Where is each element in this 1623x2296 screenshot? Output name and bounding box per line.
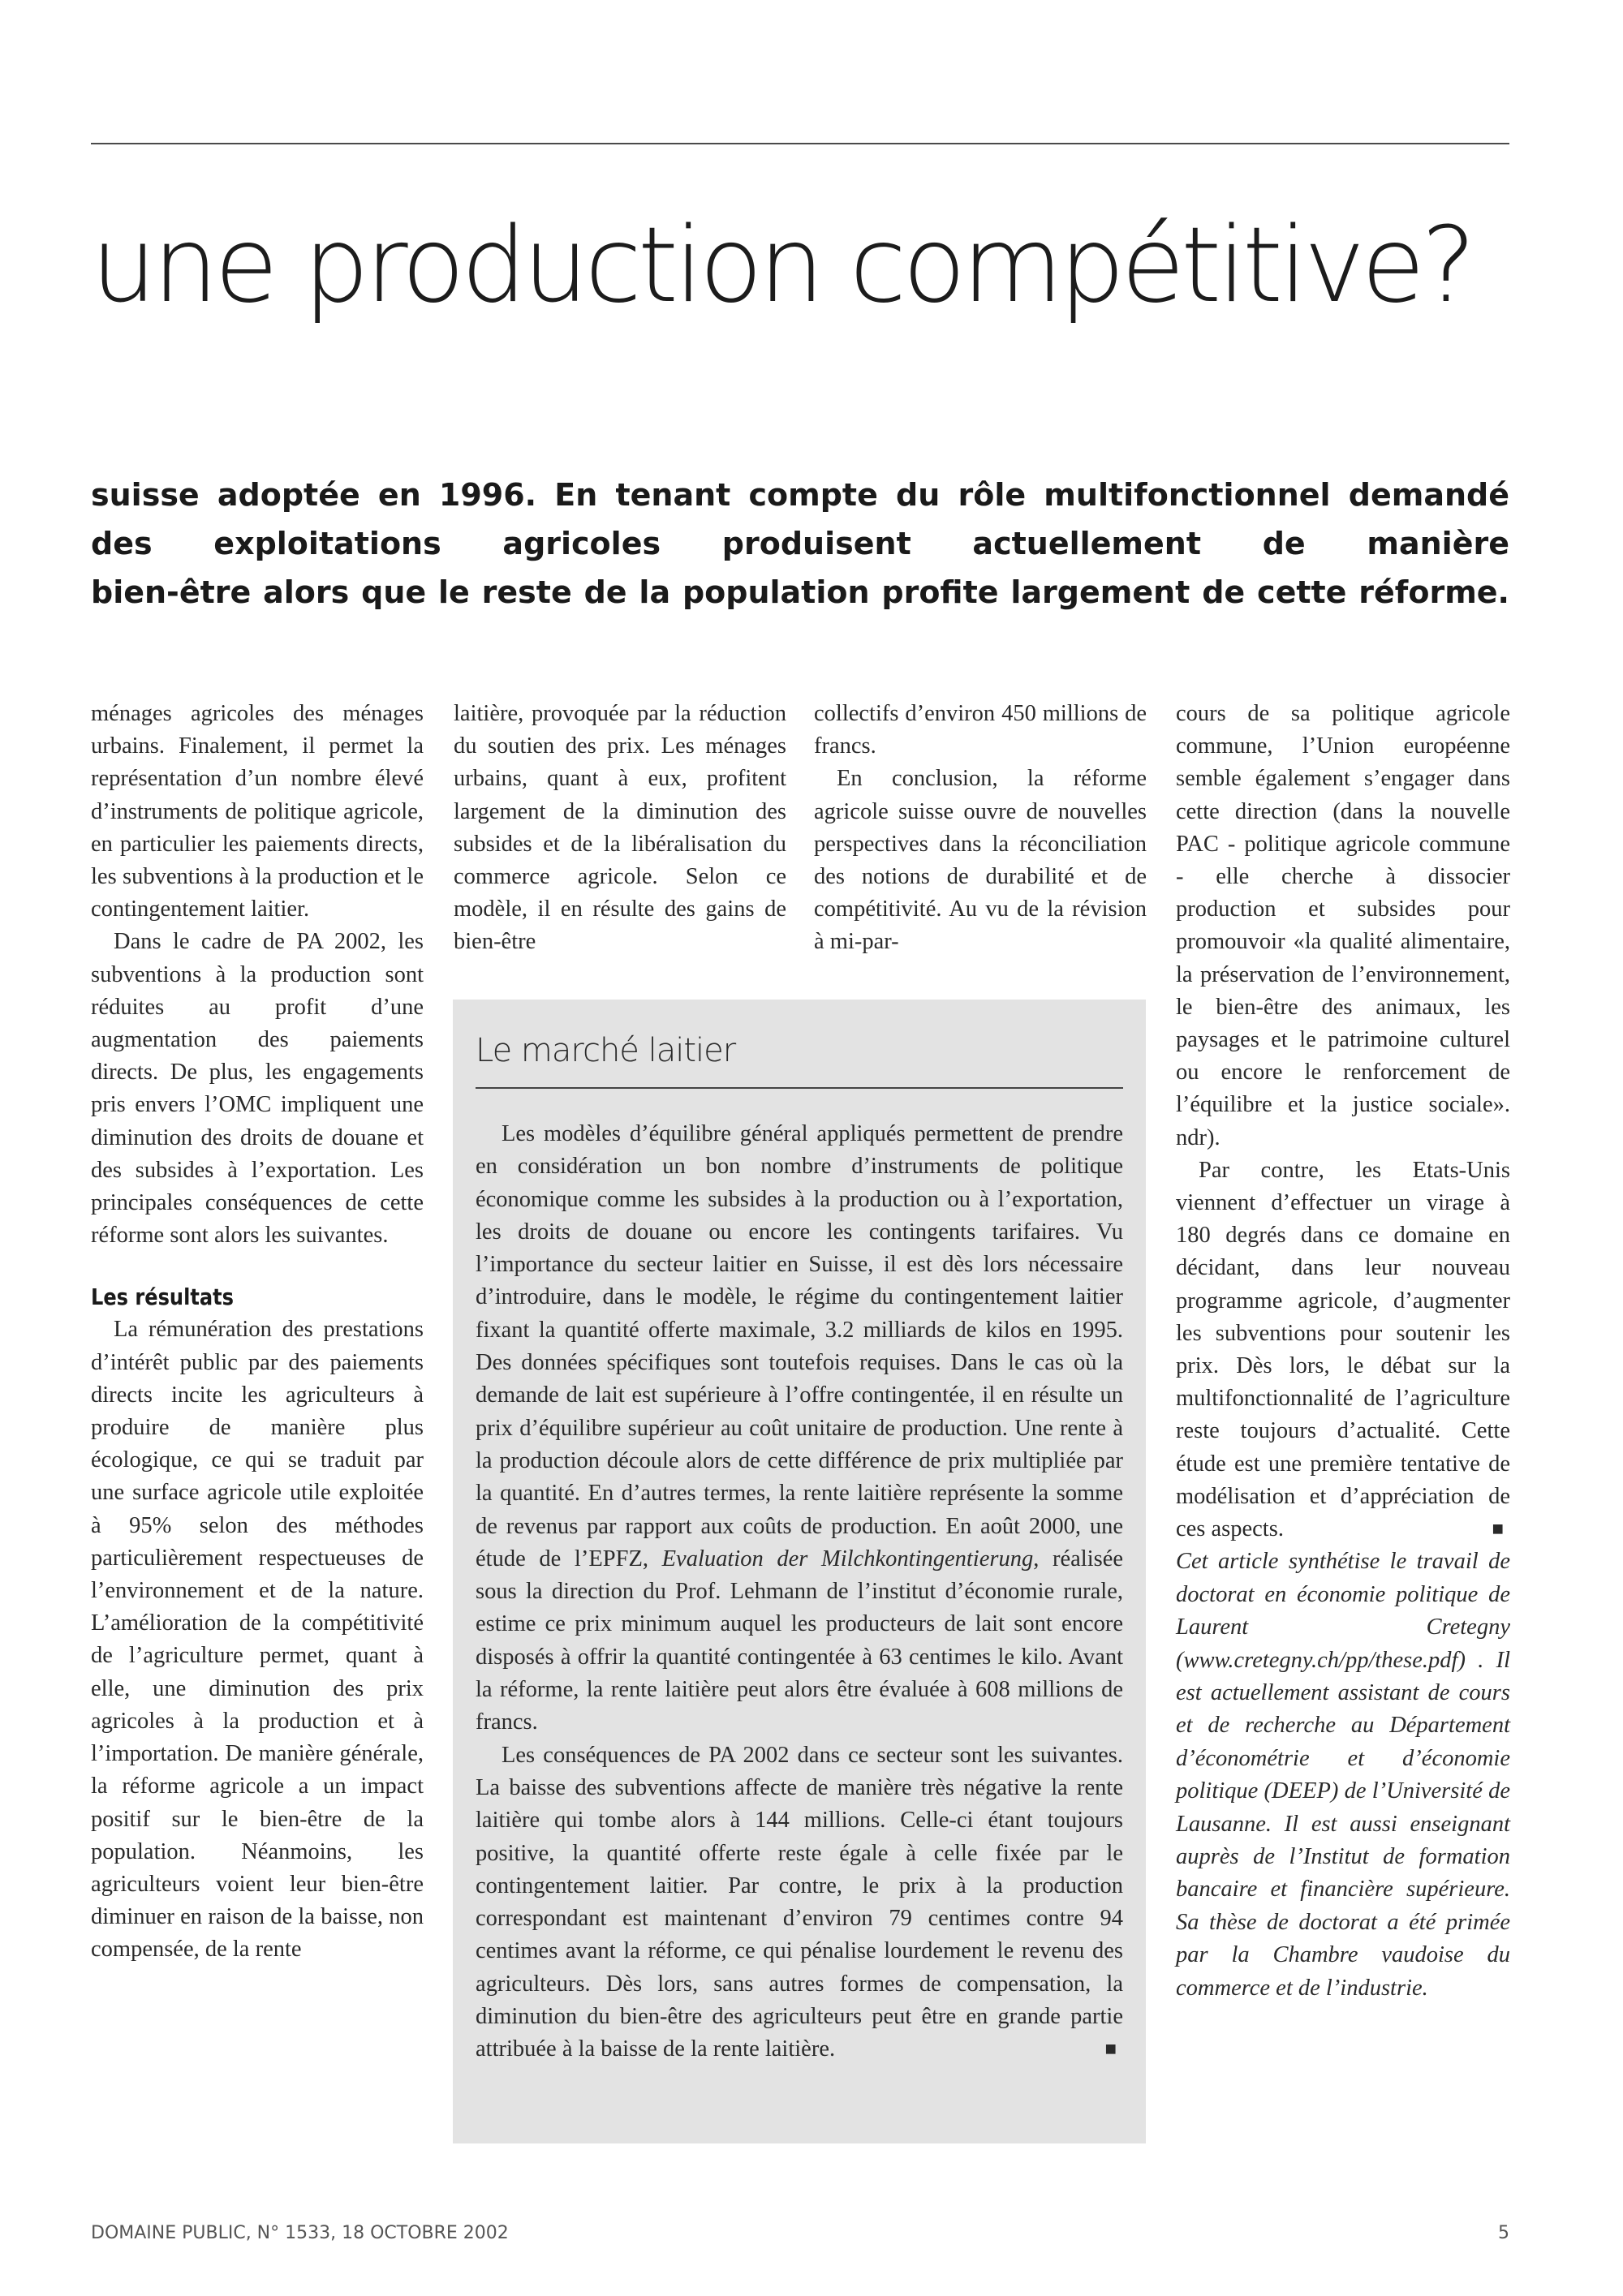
lead-paragraph: [91, 471, 1509, 617]
column-4-paragraph-2-text: Par contre, les Etats-Unis viennent d’effectuer un virage à 180 degrés dans ce domaine en décidant, dans leur nouveau programme agricole, d’augmenter les subventions pour soutenir les prix. Dès lors, le débat sur la multifonctionnalité de l’agriculture reste toujours d’actualité. Cette étude est une première tentative de modélisation et d’appréciation de ces aspects.: [1176, 1157, 1510, 1542]
lead-line-2: des exploitations agricoles produisent actuellement de manière: [91, 526, 1509, 561]
sidebar-box-milk-market: [453, 1000, 1146, 2143]
article-column-1: [91, 698, 424, 1967]
lead-line-3: bien-être alors que le reste de la population profite largement de cette réforme.: [91, 574, 1509, 610]
sidebar-paragraph-1-text: Les modèles d’équilibre général appliqués permettent de prendre en considération un bon nombre d’instruments de politique économique comme les subsides à la production ou à l’exportation, les droits de douane ou encore les contingents tarifaires. Vu l’importance du secteur laitier en Suisse, il est dès lors nécessaire d’introduire, dans le modèle, le régime du contingentement laitier fixant la quantité offerte maximale, 3.2 milliards de kilos en 1995. Des données spécifiques sont toutefois requises. Dans le cas où la demande de lait est supérieure à l’offre contingentée, il en résulte un prix d’équilibre supérieur au coût unitaire de production. Une rente à la production découle alors de cette différence de prix multipliée par la quantité. En d’autres termes, la rente laitière représente la somme de revenus par rapport aux coûts de production. En août 2000, une étude de l’EPFZ,: [476, 1121, 1123, 1572]
footer-publication: DOMAINE PUBLIC, N° 1533, 18 OCTOBRE 2002: [91, 2223, 509, 2243]
page-title: une production compétitive?: [91, 205, 1472, 326]
column-3-paragraph-1: collectifs d’environ 450 millions de francs.: [814, 701, 1147, 759]
article-column-4: [1176, 698, 1510, 2005]
top-rule: [91, 143, 1509, 144]
article-column-2: [454, 698, 786, 959]
sidebar-title: Le marché laitier: [476, 1029, 1123, 1089]
column-2-paragraph-1: laitière, provoquée par la réduction du soutien des prix. Les ménages urbains, quant à eux, profitent largement de la diminution des subsides et de la libéralisation du commerce agricole. Selon ce modèle, il en résulte des gains de bien-être: [454, 701, 786, 955]
column-4-paragraph-2: [1176, 1154, 1510, 1546]
sidebar-end-mark: ■: [1104, 2039, 1117, 2061]
sidebar-paragraph-2-text: Les conséquences de PA 2002 dans ce secteur sont les suivantes. La baisse des subventions affecte de manière très négative la rente laitière qui tombe alors à 144 millions. Celle-ci étant toujours positive, la quantité offerte reste égale à celle fixée par le contingentement laitier. Par contre, le prix à la production correspondant est maintenant d’environ 79 centimes contre 94 centimes avant la réforme, ce qui pénalise lourdement le revenu des agriculteurs. Dès lors, sans autres formes de compensation, la diminution du bien-être des agriculteurs peut être en grande partie attribuée à la baisse de la rente laitière.: [476, 1742, 1123, 2062]
column-3-paragraph-2: En conclusion, la réforme agricole suisse ouvre de nouvelles perspectives dans la réconciliation des notions de durabilité et de compétitivité. Au vu de la révision à mi-par-: [814, 766, 1147, 955]
article-column-3: [814, 698, 1147, 959]
article-end-mark: ■: [1492, 1519, 1504, 1541]
sidebar-paragraph-1: [476, 1118, 1123, 1739]
section-heading-results: Les résultats: [91, 1283, 234, 1311]
sidebar-paragraph-2: [476, 1739, 1123, 2066]
lead-line-1: suisse adoptée en 1996. En tenant compte du rôle multifonctionnel demandé: [91, 477, 1509, 513]
column-1-paragraph-2: Dans le cadre de PA 2002, les subventions à la production sont réduites au profit d’une augmentation des paiements directs. De plus, les engagements pris envers l’OMC impliquent une diminution des droits de douane et des subsides à l’exportation. Les principales conséquences de cette réforme sont alors les suivantes.: [91, 929, 424, 1249]
column-4-paragraph-1: cours de sa politique agricole commune, l’Union européenne semble également s’engager dans cette direction (dans la nouvelle PAC - politique agricole commune - elle cherche à dissocier production et subsides pour promouvoir «la qualité alimentaire, la préservation de l’environnement, le bien-être des animaux, les paysages et le patrimoine culturel ou encore le renforcement de l’équilibre et la justice sociale». ndr).: [1176, 701, 1510, 1150]
column-1-paragraph-3: La rémunération des prestations d’intérêt public par des paiements directs incite les agriculteurs à produire de manière plus écologique, ce qui se traduit par une surface agricole utile exploitée à 95% selon des méthodes particulièrement respectueuses de l’environnement et de la nature. L’amélioration de la compétitivité de l’agriculture permet, quant à elle, une diminution des prix agricoles à la production et à l’importation. De manière générale, la réforme agricole a un impact positif sur le bien-être de la population. Néanmoins, les agriculteurs voient leur bien-être diminuer en raison de la baisse, non compensée, de la rente: [91, 1317, 424, 1963]
sidebar-paragraph-1-end: , réalisée sous la direction du Prof. Lehmann de l’institut d’économie rurale, estime ce prix minimum auquel les producteurs de lait sont encore disposés à offrir la quantité contingentée à 63 centimes le kilo. Avant la réforme, la rente laitière peut alors être évaluée à 608 millions de francs.: [476, 1546, 1123, 1735]
author-note: Cet article synthétise le travail de doctorat en économie politique de Laurent Cretegny (www.cretegny.ch/pp/these.pdf) . Il est actuellement assistant de cours et de recherche au Département d’économétrie et d’économie politique (DEEP) de l’Université de Lausanne. Il est aussi enseignant auprès de l’Institut de formation bancaire et financière supérieure. Sa thèse de doctorat a été primée par la Chambre vaudoise du commerce et de l’industrie.: [1176, 1549, 1510, 2001]
page-number: 5: [1498, 2223, 1509, 2243]
column-1-paragraph-1: ménages agricoles des ménages urbains. Finalement, il permet la représentation d’un nombre élevé d’instruments de politique agricole, en particulier les paiements directs, les subventions à la production et le contingentement laitier.: [91, 701, 424, 922]
sidebar-study-title: Evaluation der Milchkontingentierung: [661, 1546, 1034, 1572]
sidebar-body: [476, 1118, 1123, 2066]
